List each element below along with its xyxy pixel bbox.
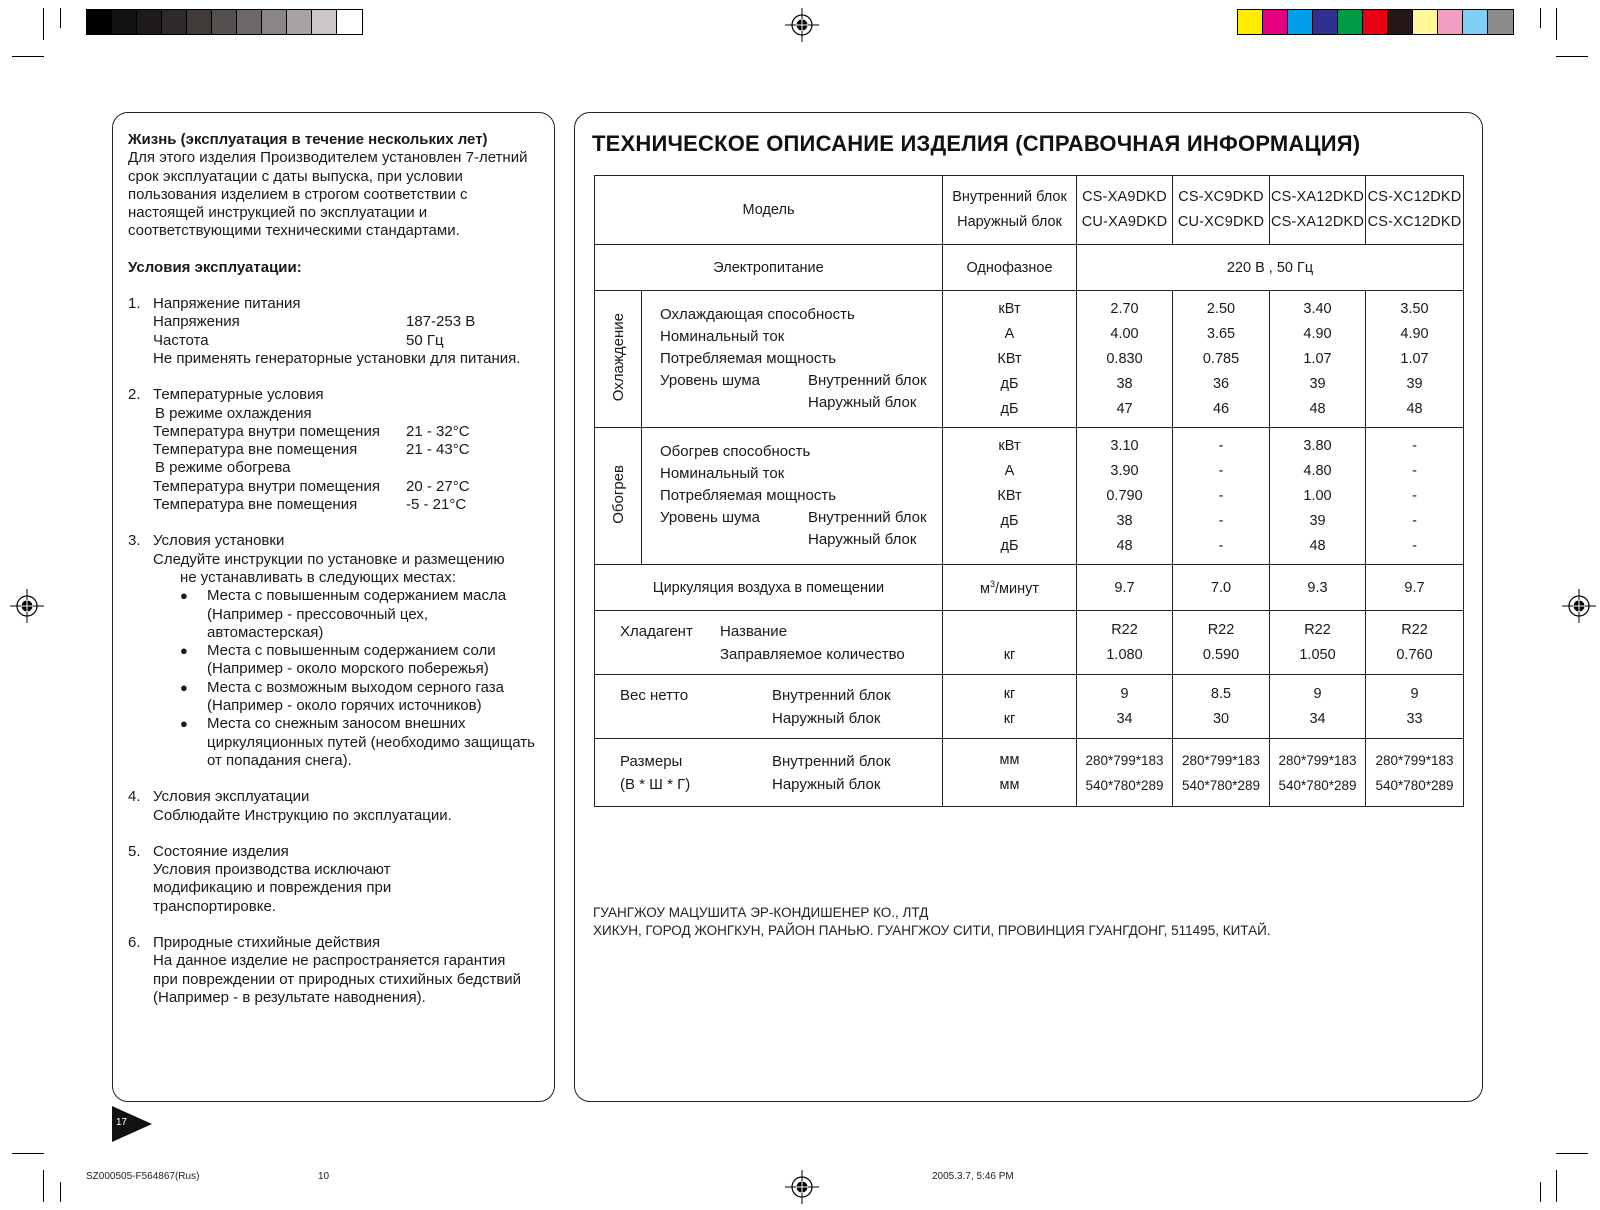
value: 3.65: [1206, 325, 1236, 342]
value: -: [1218, 537, 1224, 554]
item-number: 5.: [128, 842, 141, 860]
param-label: Уровень шума: [660, 372, 760, 389]
specifications-table: [594, 175, 1464, 807]
process-color-bar: [1237, 9, 1514, 35]
value: 36: [1212, 375, 1230, 392]
value: 4.90: [1303, 325, 1332, 342]
value: -: [1218, 512, 1224, 529]
crop-mark: [1540, 1182, 1541, 1202]
bullet-icon: ●: [180, 679, 188, 695]
value-cell: [1366, 611, 1464, 675]
value-cell: [1173, 291, 1270, 428]
outdoor-unit-label: Наружный блок: [808, 394, 917, 411]
item-line: не устанавливать в следующих местах:: [180, 568, 456, 586]
unit-label: мм: [999, 751, 1020, 768]
page-title: ТЕХНИЧЕСКОЕ ОПИСАНИЕ ИЗДЕЛИЯ (СПРАВОЧНАЯ ИНФОРМАЦИЯ): [592, 131, 1361, 156]
value-cell: [1077, 739, 1173, 807]
table-row: [595, 291, 1464, 428]
item-line: Условия производства исключают: [153, 861, 391, 879]
item-number: 6.: [128, 933, 141, 951]
air-circulation-label: Циркуляция воздуха в помещении: [595, 565, 943, 611]
crop-mark: [60, 8, 61, 28]
crop-mark: [12, 56, 44, 57]
value: 0.790: [1106, 487, 1143, 504]
value: 0.590: [1202, 646, 1240, 663]
value-cell: [1270, 291, 1366, 428]
list-item-text: Места с повышенным содержанием соли: [207, 642, 496, 660]
table-row: [595, 739, 1464, 807]
crop-mark: [1540, 8, 1541, 28]
heating-params: [642, 428, 943, 565]
model-indoor: CS-XA9DKD: [1082, 189, 1167, 205]
cooling-units: [943, 291, 1077, 428]
value: 9.7: [1077, 565, 1173, 611]
table-row: [595, 611, 1464, 675]
value: 38: [1116, 375, 1133, 392]
value-cell: [1366, 675, 1464, 739]
list-item-text: Места с повышенным содержанием масла: [207, 587, 507, 605]
model-indoor: CS-XC9DKD: [1178, 189, 1264, 205]
value: 1.080: [1106, 646, 1143, 663]
color-swatch: [337, 10, 362, 34]
value-cell: [1270, 675, 1366, 739]
air-unit: [943, 565, 1077, 611]
color-swatch: [1363, 10, 1388, 34]
outdoor-unit-label: Наружный блок: [772, 709, 881, 727]
condition-item: [128, 295, 543, 368]
crop-mark: [1556, 56, 1588, 57]
list-item-text: автомастерская): [207, 623, 324, 641]
unit-label: кг: [1003, 685, 1016, 702]
color-swatch: [1238, 10, 1263, 34]
dimensions-unit-cell: [943, 739, 1077, 807]
item-number: 4.: [128, 788, 141, 806]
air-unit-sup: 3: [989, 578, 995, 589]
color-swatch: [312, 10, 337, 34]
life-text-line: срок эксплуатации с даты выпуска, при условии: [128, 167, 463, 185]
value-cell: [1173, 611, 1270, 675]
model-outdoor: CS-XA12DKD: [1270, 214, 1365, 230]
item-line: Соблюдайте Инструкцию по эксплуатации.: [153, 806, 452, 824]
table-row: [595, 428, 1464, 565]
crop-mark: [43, 8, 44, 40]
value: -: [1218, 437, 1224, 454]
weight-label: Вес нетто: [620, 686, 689, 704]
outdoor-unit-label: Наружный блок: [957, 214, 1062, 230]
slug-date: 2005.3.7, 5:46 PM: [932, 1171, 1014, 1182]
dimensions-cell: [595, 739, 943, 807]
param-label: Обогрев способность: [660, 443, 811, 460]
voltage-label: Напряжения: [153, 313, 240, 331]
indoor-unit-label: Внутренний блок: [808, 372, 927, 389]
value: R22: [1401, 621, 1428, 638]
value: 2.70: [1110, 300, 1139, 317]
value: 3.80: [1303, 437, 1332, 454]
crop-mark: [1556, 8, 1557, 40]
condition-item: [128, 386, 543, 514]
list-item: [180, 679, 543, 716]
temp-value: 21 - 43°С: [406, 441, 470, 459]
unit-label: кг: [1003, 710, 1016, 727]
cooling-section-label: [595, 291, 642, 428]
voltage-value: 187-253 В: [406, 313, 476, 331]
life-text-line: соответствующими техническими стандартами.: [128, 222, 460, 240]
item-title: Температурные условия: [153, 386, 324, 404]
item-line: транспортировке.: [153, 897, 276, 915]
item-number: 2.: [128, 386, 141, 404]
value: 540*780*289: [1375, 777, 1454, 793]
value: 1.07: [1303, 350, 1332, 367]
value: 2.50: [1206, 300, 1236, 317]
unit-label: кг: [1003, 646, 1016, 663]
value-cell: [1173, 675, 1270, 739]
outdoor-unit-label: Наружный блок: [808, 531, 917, 548]
param-label: Потребляемая мощность: [660, 487, 837, 504]
item-title: Условия эксплуатации: [153, 788, 310, 806]
value: 47: [1116, 400, 1133, 417]
item-number: 3.: [128, 532, 141, 550]
temp-value: 21 - 32°С: [406, 422, 470, 440]
value: -: [1412, 462, 1417, 479]
registration-mark-icon: [785, 1170, 819, 1204]
model-cell: [1270, 176, 1366, 245]
indoor-unit-label: Внутренний блок: [952, 189, 1067, 205]
color-swatch: [1288, 10, 1313, 34]
heating-label: Обогрев: [609, 464, 627, 524]
unit-label: дБ: [1000, 400, 1019, 417]
value: 33: [1406, 710, 1423, 727]
value-cell: [1270, 428, 1366, 565]
value: 3.40: [1303, 300, 1332, 317]
value: -: [1412, 537, 1417, 554]
value: 4.80: [1303, 462, 1332, 479]
address-line: ГУАНГЖОУ МАЦУШИТА ЭР-КОНДИШЕНЕР КО., ЛТД: [593, 905, 929, 920]
list-item: [180, 715, 543, 770]
color-swatch: [1388, 10, 1413, 34]
indoor-unit-label: Внутренний блок: [772, 752, 891, 770]
life-text-line: пользования изделием в строгом соответствии с: [128, 185, 468, 203]
unit-label: дБ: [1000, 512, 1019, 529]
value: 280*799*183: [1375, 752, 1454, 768]
crop-mark: [60, 1182, 61, 1202]
unit-label: мм: [999, 776, 1020, 793]
model-label: Модель: [595, 176, 943, 245]
unit-type-cell: [943, 176, 1077, 245]
unit-label: дБ: [1000, 537, 1019, 554]
color-swatch: [112, 10, 137, 34]
value: 30: [1212, 710, 1230, 727]
indoor-unit-label: Внутренний блок: [772, 686, 891, 704]
value-cell: [1270, 611, 1366, 675]
dimensions-format-label: (В * Ш * Г): [620, 775, 691, 793]
air-unit-base: м: [980, 580, 990, 597]
value: 34: [1116, 710, 1133, 727]
cooling-params: [642, 291, 943, 428]
value-cell: [1077, 428, 1173, 565]
table-row: [595, 675, 1464, 739]
registration-mark-icon: [1562, 589, 1596, 623]
item-title: Условия установки: [153, 532, 285, 550]
item-title: Состояние изделия: [153, 842, 289, 860]
item-title: Напряжение питания: [153, 295, 301, 313]
refrigerant-amount-label: Заправляемое количество: [720, 645, 905, 663]
value: 1.050: [1299, 646, 1336, 663]
temp-value: -5 - 21°С: [406, 496, 467, 514]
list-item-text: Места со снежным заносом внешних: [207, 715, 466, 733]
item-line: На данное изделие не распространяется гарантия: [153, 952, 506, 970]
list-item: [180, 587, 543, 642]
color-swatch: [87, 10, 112, 34]
refrigerant-label: Хладагент: [620, 622, 693, 640]
temp-label: Температура вне помещения: [153, 496, 358, 514]
color-swatch: [262, 10, 287, 34]
value: 7.0: [1173, 565, 1270, 611]
cooling-label: Охлаждение: [609, 312, 627, 402]
grayscale-color-bar: [86, 9, 363, 35]
color-swatch: [1338, 10, 1363, 34]
list-item-text: циркуляционных путей (необходимо защищать: [207, 733, 535, 751]
value: 48: [1309, 400, 1326, 417]
value: 9: [1410, 685, 1419, 702]
dimensions-label: Размеры: [620, 752, 683, 770]
heating-units: [943, 428, 1077, 565]
color-swatch: [1463, 10, 1488, 34]
value: 48: [1406, 400, 1423, 417]
frequency-label: Частота: [153, 331, 209, 349]
value: 1.00: [1303, 487, 1332, 504]
bullet-icon: ●: [180, 588, 188, 604]
weight-unit-cell: [943, 675, 1077, 739]
condition-item: [128, 843, 543, 916]
value-cell: [1366, 739, 1464, 807]
model-cell: [1366, 176, 1464, 245]
value: -: [1412, 437, 1417, 454]
cooling-mode-label: В режиме охлаждения: [155, 404, 312, 422]
value: 9: [1313, 685, 1322, 702]
registration-mark-icon: [785, 8, 819, 42]
color-swatch: [137, 10, 162, 34]
model-indoor: CS-XC12DKD: [1367, 189, 1462, 205]
value-cell: [1173, 739, 1270, 807]
value: 0.785: [1202, 350, 1240, 367]
power-label: Электропитание: [595, 245, 943, 291]
power-value: 220 В , 50 Гц: [1077, 245, 1464, 291]
value-cell: [1077, 611, 1173, 675]
outdoor-unit-label: Наружный блок: [772, 775, 881, 793]
refrigerant-cell: [595, 611, 943, 675]
param-label: Охлаждающая способность: [660, 306, 855, 323]
value: R22: [1111, 621, 1138, 638]
item-line: при повреждении от природных стихийных бедствий: [153, 970, 522, 988]
location-list: [153, 587, 543, 770]
unit-label: А: [1004, 462, 1015, 479]
table-row: [595, 565, 1464, 611]
value: 540*780*289: [1278, 777, 1357, 793]
value: 540*780*289: [1181, 777, 1261, 793]
color-swatch: [1438, 10, 1463, 34]
condition-item: [128, 532, 543, 770]
list-item-text: (Например - около морского побережья): [207, 660, 489, 678]
color-swatch: [1488, 10, 1513, 34]
value: 38: [1116, 512, 1133, 529]
color-swatch: [1413, 10, 1438, 34]
value: 280*799*183: [1278, 752, 1357, 768]
table-row: [595, 176, 1464, 245]
manufacturer-address: [593, 904, 1271, 940]
heating-mode-label: В режиме обогрева: [155, 459, 291, 477]
value: 8.5: [1210, 685, 1232, 702]
value: 280*799*183: [1085, 752, 1164, 768]
value-cell: [1366, 291, 1464, 428]
air-unit-rest: /минут: [995, 580, 1039, 597]
value: 540*780*289: [1085, 777, 1164, 793]
bullet-icon: ●: [180, 643, 188, 659]
temp-label: Температура вне помещения: [153, 441, 358, 459]
item-line: Следуйте инструкции по установке и размещению: [153, 550, 505, 568]
slug-sheet: 10: [318, 1171, 330, 1182]
item-line: модификацию и повреждения при: [153, 879, 392, 897]
temp-value: 20 - 27°С: [406, 477, 470, 495]
life-text-line: настоящей инструкцией по эксплуатации и: [128, 204, 428, 222]
heating-section-label: [595, 428, 642, 565]
value: 48: [1116, 537, 1133, 554]
color-swatch: [187, 10, 212, 34]
weight-cell: [595, 675, 943, 739]
value: 39: [1406, 375, 1423, 392]
operating-conditions-column: [128, 131, 543, 1007]
value: 1.07: [1400, 350, 1429, 367]
value: R22: [1304, 621, 1331, 638]
color-swatch: [1263, 10, 1288, 34]
unit-label: КВт: [997, 350, 1022, 367]
condition-item: [128, 934, 543, 1007]
list-item-text: (Например - около горячих источников): [207, 697, 482, 715]
value: 48: [1309, 537, 1326, 554]
list-item: [180, 642, 543, 679]
model-outdoor: CS-XC12DKD: [1367, 214, 1462, 230]
table-row: [595, 245, 1464, 291]
crop-mark: [43, 1170, 44, 1202]
power-type: Однофазное: [943, 245, 1077, 291]
crop-mark: [12, 1153, 44, 1154]
color-swatch: [287, 10, 312, 34]
value: 34: [1309, 710, 1326, 727]
value: -: [1218, 487, 1224, 504]
value: 3.90: [1110, 462, 1139, 479]
value-cell: [1270, 739, 1366, 807]
color-swatch: [237, 10, 262, 34]
value: 9.7: [1366, 565, 1464, 611]
temp-label: Температура внутри помещения: [153, 477, 380, 495]
color-swatch: [212, 10, 237, 34]
list-item-text: от попадания снега).: [207, 751, 352, 769]
address-line: ХИКУН, ГОРОД ЖОНГКУН, РАЙОН ПАНЬЮ. ГУАНГЖОУ СИТИ, ПРОВИНЦИЯ ГУАНГДОНГ, 511495, КИТАЙ.: [593, 923, 1271, 938]
value: -: [1218, 462, 1224, 479]
param-label: Номинальный ток: [660, 328, 785, 345]
value: R22: [1207, 621, 1235, 638]
list-item-text: Места с возможным выходом серного газа: [207, 678, 504, 696]
slug-file: SZ000505-F564867(Rus): [86, 1171, 200, 1182]
bullet-icon: ●: [180, 716, 188, 732]
model-cell: [1173, 176, 1270, 245]
model-cell: [1077, 176, 1173, 245]
item-number: 1.: [128, 295, 141, 313]
model-outdoor: CU-XC9DKD: [1177, 214, 1265, 230]
crop-mark: [1556, 1170, 1557, 1202]
value: 46: [1212, 400, 1230, 417]
crop-mark: [1556, 1153, 1588, 1154]
list-item-text: (Например - прессовочный цех,: [207, 605, 429, 623]
indoor-unit-label: Внутренний блок: [808, 509, 927, 526]
param-label: Номинальный ток: [660, 465, 785, 482]
unit-label: КВт: [997, 487, 1022, 504]
value: 39: [1309, 375, 1326, 392]
item-line: (Например - в результате наводнения).: [153, 988, 426, 1006]
value: 280*799*183: [1181, 752, 1261, 768]
life-heading: Жизнь (эксплуатация в течение нескольких лет): [128, 131, 488, 148]
value: -: [1412, 487, 1417, 504]
refrigerant-unit-cell: [943, 611, 1077, 675]
color-swatch: [1313, 10, 1338, 34]
value: 0.760: [1396, 646, 1433, 663]
value-cell: [1366, 428, 1464, 565]
life-text-line: Для этого изделия Производителем установлен 7-летний: [128, 149, 528, 167]
value: 39: [1309, 512, 1326, 529]
value: 9.3: [1270, 565, 1366, 611]
value-cell: [1077, 675, 1173, 739]
page-number: 17: [116, 1117, 128, 1128]
param-label: Потребляемая мощность: [660, 350, 837, 367]
value: -: [1412, 512, 1417, 529]
model-indoor: CS-XA12DKD: [1270, 189, 1365, 205]
condition-item: [128, 788, 543, 825]
model-outdoor: CU-XA9DKD: [1081, 214, 1168, 230]
value: 9: [1120, 685, 1129, 702]
value: 3.10: [1110, 437, 1139, 454]
value: 3.50: [1400, 300, 1429, 317]
unit-label: А: [1004, 325, 1015, 342]
item-title: Природные стихийные действия: [153, 933, 381, 951]
refrigerant-name-label: Название: [720, 622, 788, 640]
value: 4.90: [1400, 325, 1429, 342]
value: 0.830: [1106, 350, 1143, 367]
conditions-heading: Условия эксплуатации:: [128, 258, 302, 276]
unit-label: дБ: [1000, 375, 1019, 392]
unit-label: кВт: [998, 437, 1021, 454]
unit-label: кВт: [998, 300, 1021, 317]
temp-label: Температура внутри помещения: [153, 422, 380, 440]
value-cell: [1077, 291, 1173, 428]
value: 4.00: [1110, 325, 1139, 342]
item-note: Не применять генераторные установки для питания.: [153, 349, 521, 367]
color-swatch: [162, 10, 187, 34]
frequency-value: 50 Гц: [406, 331, 444, 349]
registration-mark-icon: [10, 589, 44, 623]
param-label: Уровень шума: [660, 509, 760, 526]
value-cell: [1173, 428, 1270, 565]
